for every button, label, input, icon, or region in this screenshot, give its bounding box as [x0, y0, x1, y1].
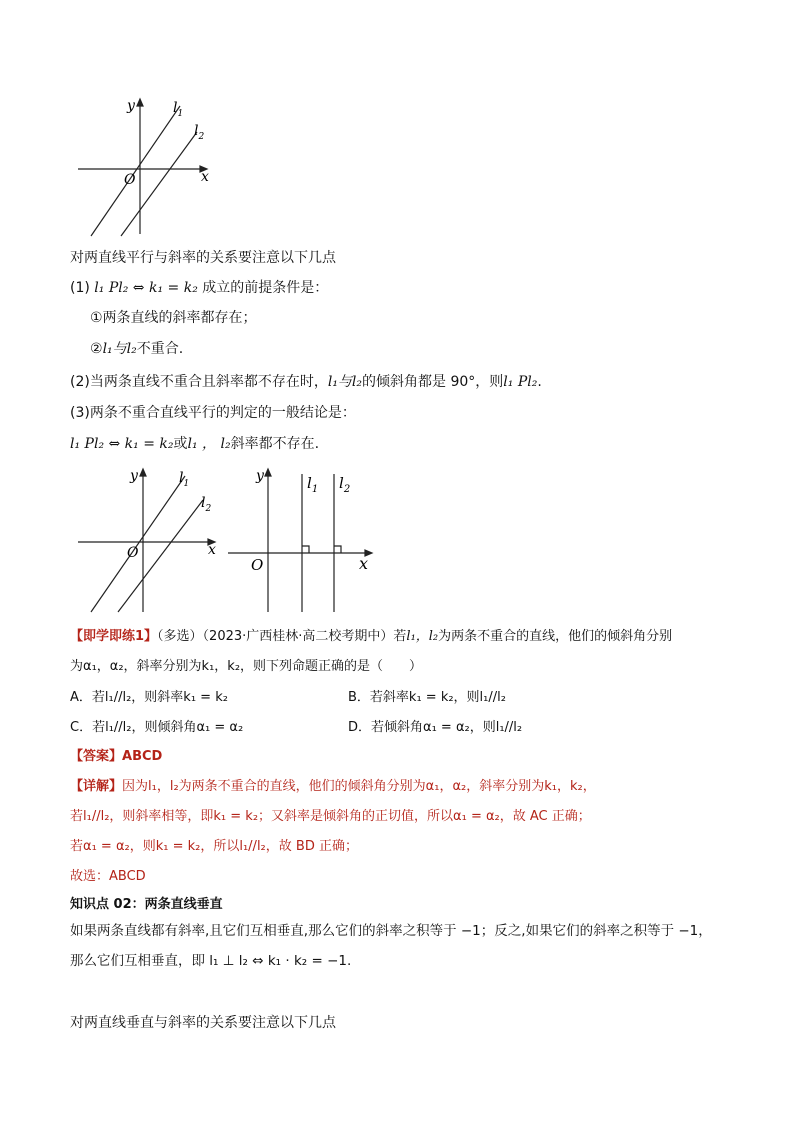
- option-c: C．若l₁//l₂，则倾斜角α₁ = α₂: [70, 720, 244, 735]
- x-label: x: [201, 169, 209, 185]
- option-b: B．若斜率k₁ = k₂，则l₁//l₂: [348, 690, 506, 705]
- item-1-sub-2-num: ②: [90, 341, 103, 357]
- right-angle-mark-2: [334, 546, 341, 553]
- item-3-or: 或: [173, 436, 188, 452]
- detail-line-3: 若α₁ = α₂，则k₁ = k₂，所以l₁//l₂，故 BD 正确；: [70, 839, 358, 854]
- item-2-text: (2)当两条直线不重合且斜率都不存在时，: [70, 374, 328, 390]
- perp-line-1: 如果两条直线都有斜率,且它们互相垂直,那么它们的斜率之积等于 −1；反之,如果它们的斜率之积等于 −1，: [70, 923, 712, 939]
- detail-line-4: 故选：ABCD: [70, 869, 146, 884]
- item-3-rest: 斜率都不存在.: [230, 436, 320, 452]
- exercise-stem-1: [70, 627, 672, 647]
- perp-line-2: 那么它们互相垂直，即 l₁ ⊥ l₂ ⇔ k₁ · k₂ = −1.: [70, 953, 352, 969]
- item-3-formula: [70, 434, 319, 454]
- option-d: D．若倾斜角α₁ = α₂，则l₁//l₂: [348, 720, 523, 735]
- y-label: y: [127, 98, 135, 114]
- perp-notes-title: 对两直线垂直与斜率的关系要注意以下几点: [70, 1015, 336, 1031]
- l1-label: $l_1$: [179, 470, 190, 489]
- l2-label: $l_2$: [201, 495, 212, 514]
- l1-label: $l_1$: [307, 474, 319, 495]
- item-1-sub-1: ①两条直线的斜率都存在；: [90, 310, 257, 326]
- exercise-stem-2: 为α₁，α₂，斜率分别为k₁，k₂，则下列命题正确的是（ ）: [70, 659, 423, 674]
- detail-line-2: 若l₁//l₂，则斜率相等，即k₁ = k₂；又斜率是倾斜角的正切值，所以α₁ = α₂，故 AC 正确；: [70, 809, 591, 824]
- option-a: A．若l₁//l₂，则斜率k₁ = k₂: [70, 690, 228, 705]
- item-2-formula-2: l₁ Pl₂: [503, 374, 538, 390]
- figure-parallel-lines-1: [75, 92, 220, 237]
- item-1: [70, 278, 328, 298]
- detail-text-1: 因为l₁，l₂为两条不重合的直线，他们的倾斜角分别为α₁，α₂，斜率分别为k₁，k₂，: [122, 779, 596, 794]
- knowledge-point-title: 知识点 02：两条直线垂直: [70, 897, 223, 912]
- item-2: [70, 372, 542, 392]
- y-label: y: [256, 468, 264, 484]
- right-angle-mark-1: [302, 546, 309, 553]
- item-1-rest: 成立的前提条件是：: [202, 280, 329, 296]
- item-1-sub-2: [90, 339, 183, 359]
- item-2-mid: 的倾斜角都是 90°，则: [362, 374, 504, 390]
- figure-parallel-lines-2: [75, 462, 225, 614]
- y-axis-arrow: [137, 99, 143, 106]
- detail-line-1: [70, 777, 596, 797]
- item-1-sub-2-rest: 不重合.: [136, 341, 184, 357]
- origin-label: O: [251, 556, 264, 574]
- l2-label: $l_2$: [339, 474, 351, 495]
- item-2-formula: l₁与l₂: [327, 374, 363, 390]
- item-2-end: .: [537, 374, 542, 390]
- answer-value: ABCD: [122, 749, 163, 764]
- x-label: x: [359, 554, 369, 573]
- exercise-source: （多选）（2023·广西桂林·高二校考期中）若: [157, 629, 407, 644]
- detail-label: 【详解】: [70, 779, 123, 794]
- y-axis-arrow: [265, 469, 271, 476]
- answer-label: 【答案】: [70, 749, 123, 764]
- item-3-formula-main: l₁ Pl₂ ⇔ k₁ = k₂: [70, 436, 174, 452]
- line-l1: [91, 476, 185, 612]
- item-3-formula-lines: l₁ ， l₂: [187, 436, 231, 452]
- exercise-tag: 【即学即练1】: [70, 629, 158, 644]
- answer: [70, 747, 162, 767]
- exercise-stem-rest: 为两条不重合的直线，他们的倾斜角分别: [438, 629, 673, 644]
- item-1-formula: l₁ Pl₂ ⇔ k₁ = k₂: [94, 280, 198, 296]
- l1-label: $l_1$: [173, 100, 184, 119]
- x-label: x: [208, 542, 216, 558]
- item-3: (3)两条不重合直线平行的判定的一般结论是：: [70, 405, 356, 421]
- item-1-num: (1): [70, 280, 90, 296]
- parallel-notes-title: 对两直线平行与斜率的关系要注意以下几点: [70, 250, 336, 266]
- y-label: y: [130, 468, 138, 484]
- y-axis-arrow: [140, 469, 146, 476]
- figure-vertical-lines: [225, 462, 380, 614]
- exercise-lines: l₁，l₂: [406, 629, 439, 644]
- origin-label: O: [127, 545, 139, 561]
- item-1-sub-2-formula: l₁与l₂: [102, 341, 137, 357]
- l2-label: $l_2$: [194, 123, 205, 142]
- origin-label: O: [124, 172, 136, 188]
